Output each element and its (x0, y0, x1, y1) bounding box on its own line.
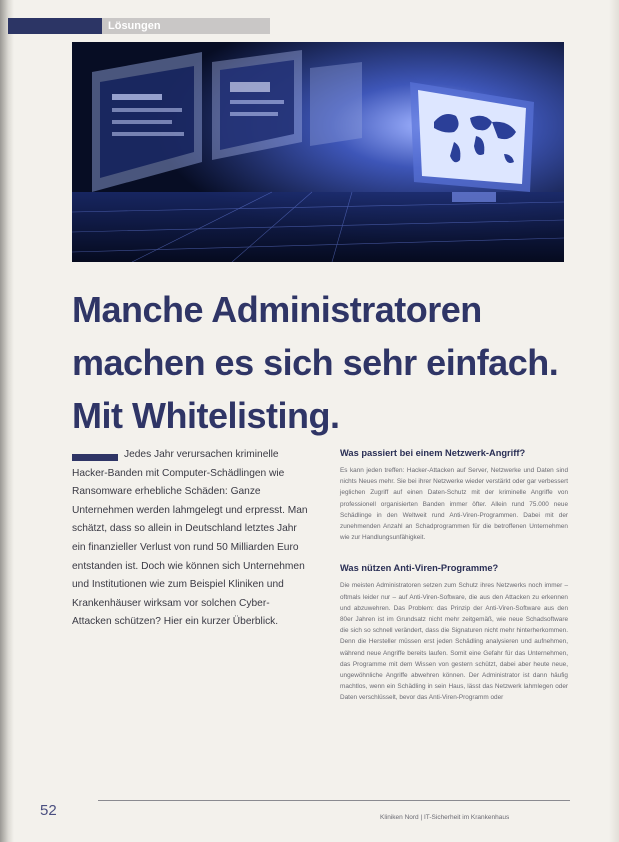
body-paragraph-2: Die meisten Administratoren setzen zum Schutz ihres Netzwerks noch immer – oftmals leider nur – auf Anti-Viren-Software, die aus den Attacken zu erkennen und abzuwehren. Das Problem: das Prinzip der Anti-Viren-Software aus den 80er Jahren ist im Grundsatz nicht mehr zeitgemäß, wie neue Schadsoftware die sich so schnell verändert, dass die Signaturen nicht mehr hinterherkommen. Denn die Hersteller müssen erst jeden Schädling analysieren und aufnehmen, während neue Angriffe bereits laufen. Somit eine Gefahr für das Unternehmen, das Programme mit dem Wissen von gestern schützt, dabei aber heute neue, ungewöhnliche Angriffe abwehren können. Der Administrator ist dann häufig machtlos, wenn ein Schädling in sein Haus, lässt das Netzwerk lahmlegen oder Daten verschlüsselt, bevor das Anti-Viren-Programm oder (340, 582, 568, 702)
headline-line-2: machen es sich sehr einfach. (72, 342, 559, 383)
subheading-antivirus: Was nützen Anti-Viren-Programme? (340, 563, 499, 574)
hero-image (72, 42, 564, 262)
page-gutter-shadow (0, 0, 14, 842)
hero-illustration (72, 42, 564, 262)
headline-line-1: Manche Administratoren (72, 289, 482, 330)
right-column (340, 448, 568, 704)
page-number: 52 (40, 802, 57, 819)
footer-publication: Kliniken Nord | IT-Sicherheit im Krankenhaus (380, 814, 510, 821)
section-label: Lösungen (108, 20, 161, 32)
section-bar-accent (8, 18, 102, 34)
subheading-network-attack: Was passiert bei einem Netzwerk-Angriff? (340, 448, 526, 458)
headline (72, 283, 592, 442)
page-edge (609, 0, 619, 842)
lead-paragraph: Jedes Jahr verursachen kriminelle Hacker-Banden mit Computer-Schädlingen wie Ransomware erhebliche Schäden: Ganze Unternehmen werden lahmgelegt und erpresst. Man schätzt, dass so allein in Deutschland letztes Jahr ein finanzieller Verlust von rund 50 Milliarden Euro entstanden ist. Doch wie können sich Unternehmen und Institutionen wie zum Beispiel Kliniken und Krankenhäuser wirksam vor solchen Cyber-Attacken schützen? Hier ein kurzer Überblick. (72, 449, 308, 628)
footer-divider (98, 800, 570, 801)
headline-line-3: Mit Whitelisting. (72, 395, 340, 436)
body-paragraph-1: Es kann jeden treffen: Hacker-Attacken auf Server, Netzwerke und Daten sind nichts Neues mehr. Sie bei ihrer Netzwerke wieder verstärkt oder gar verbessert jeglichen Zugriff auf einen Daten-Schutz mit der kriminelle Angriffe von professionell organisierten Banden immer öfter. Allein rund 75.000 neue Schädlinge in den Weltweit rund Anti-Viren-Programmen. Dabei mit der zunehmenden Anzahl an Schadprogrammen für die betroffenen Unternehmen wie zur Handlungsunfähigkeit. (340, 467, 568, 542)
